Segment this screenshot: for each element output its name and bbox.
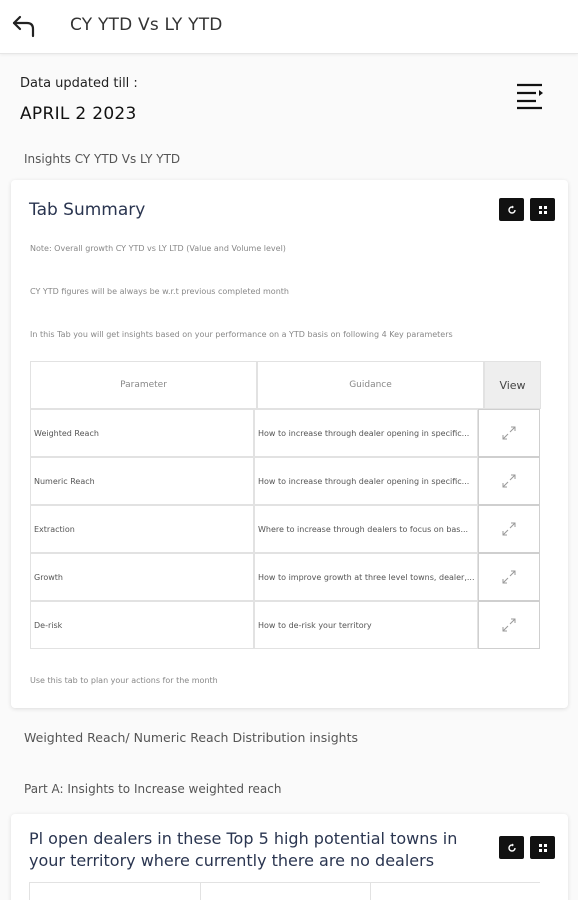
refresh-button[interactable] xyxy=(499,836,524,859)
tab-summary-card xyxy=(11,180,568,708)
view-button[interactable] xyxy=(478,553,540,601)
open-expand-icon xyxy=(500,520,518,538)
table-row xyxy=(30,457,541,505)
parameter-cell: Growth xyxy=(30,553,254,601)
note-cy-ytd: CY YTD figures will be always be w.r.t previous completed month xyxy=(30,287,289,296)
table-row xyxy=(30,409,541,457)
table-header xyxy=(30,361,541,409)
expand-icon xyxy=(538,843,548,853)
table-row xyxy=(30,505,541,553)
column-header-view: View xyxy=(484,361,541,409)
note-overall-growth: Note: Overall growth CY YTD vs LY LTD (Value and Volume level) xyxy=(30,244,286,253)
open-expand-icon xyxy=(500,472,518,490)
table-divider xyxy=(29,883,30,900)
guidance-cell: How to increase through dealer opening in specific... xyxy=(254,457,478,505)
insights-section-title: Insights CY YTD Vs LY YTD xyxy=(24,152,181,166)
top5-towns-title: Pl open dealers in these Top 5 high potential towns in your territory where currently there are no dealers xyxy=(29,829,458,870)
footer-note: Use this tab to plan your actions for the month xyxy=(30,676,218,685)
app-bar xyxy=(0,0,578,54)
open-expand-icon xyxy=(500,616,518,634)
open-expand-icon xyxy=(500,424,518,442)
expand-button[interactable] xyxy=(530,836,555,859)
distribution-section-title: Weighted Reach/ Numeric Reach Distribution insights xyxy=(24,730,358,745)
view-button[interactable] xyxy=(478,505,540,553)
view-button[interactable] xyxy=(478,457,540,505)
column-header-guidance: Guidance xyxy=(257,361,484,409)
expand-icon xyxy=(538,205,548,215)
guidance-cell: Where to increase through dealers to focus on bas... xyxy=(254,505,478,553)
open-expand-icon xyxy=(500,568,518,586)
guidance-cell: How to de-risk your territory xyxy=(254,601,478,649)
parameter-cell: Extraction xyxy=(30,505,254,553)
data-updated-date: APRIL 2 2023 xyxy=(20,104,137,124)
column-header-parameter: Parameter xyxy=(30,361,257,409)
parameter-cell: Weighted Reach xyxy=(30,409,254,457)
note-key-parameters: In this Tab you will get insights based on your performance on a YTD basis on following 4 Key parameters xyxy=(30,330,453,339)
parameter-table xyxy=(30,361,541,649)
top5-towns-table xyxy=(29,882,540,900)
refresh-icon xyxy=(507,843,517,853)
table-row xyxy=(30,553,541,601)
table-row xyxy=(30,601,541,649)
top5-towns-card xyxy=(11,814,568,900)
tab-summary-title: Tab Summary xyxy=(29,200,146,220)
guidance-cell: How to increase through dealer opening in specific... xyxy=(254,409,478,457)
menu-collapse-icon[interactable] xyxy=(514,80,546,110)
parameter-cell: De-risk xyxy=(30,601,254,649)
back-arrow-icon[interactable] xyxy=(10,12,38,40)
table-divider xyxy=(370,883,371,900)
guidance-cell: How to improve growth at three level towns, dealer,... xyxy=(254,553,478,601)
refresh-icon xyxy=(507,205,517,215)
expand-button[interactable] xyxy=(530,198,555,221)
table-divider xyxy=(200,883,201,900)
parameter-cell: Numeric Reach xyxy=(30,457,254,505)
refresh-button[interactable] xyxy=(499,198,524,221)
part-a-title: Part A: Insights to Increase weighted reach xyxy=(24,782,282,796)
view-button[interactable] xyxy=(478,601,540,649)
view-button[interactable] xyxy=(478,409,540,457)
page-title: CY YTD Vs LY YTD xyxy=(70,15,223,35)
data-updated-label: Data updated till : xyxy=(20,76,138,91)
